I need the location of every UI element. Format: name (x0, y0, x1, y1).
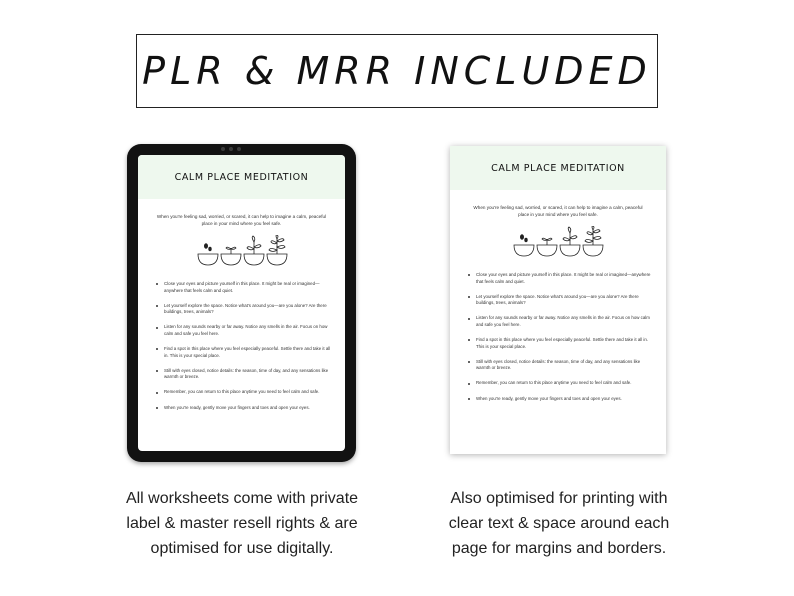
printed-worksheet-page (450, 146, 666, 454)
tablet-sensor-dot (221, 147, 225, 151)
headline-text: PLR & MRR INCLUDED (142, 49, 652, 93)
tablet-camera-icon (229, 147, 233, 151)
worksheet-title: CALM PLACE MEDITATION (174, 171, 309, 183)
list-item: Let yourself explore the space. Notice what's around you—are you alone? Are there buildings, trees, animals? (468, 294, 652, 307)
worksheet-header (138, 155, 345, 199)
list-item: When you're ready, gently move your fingers and toes and open your eyes. (156, 405, 331, 412)
list-item: Let yourself explore the space. Notice what's around you—are you alone? Are there buildings, trees, animals? (156, 303, 331, 316)
list-item: Find a spot in this place where you feel especially peaceful. Settle there and take it all in. This is your special place. (156, 346, 331, 359)
worksheet-steps-list (450, 272, 666, 402)
caption-line: All worksheets come with private (125, 490, 359, 507)
caption-digital (102, 486, 382, 561)
list-item: Listen for any sounds nearby or far away. Notice any smells in the air. Focus on how calm and safe you feel here. (468, 315, 652, 328)
growing-plants-in-pots-icon (512, 226, 604, 258)
caption-line: Also optimised for printing with (450, 490, 668, 507)
list-item: Remember, you can return to this place anytime you need to feel calm and safe. (468, 380, 652, 387)
caption-line: optimised for use digitally. (150, 540, 334, 557)
list-item: When you're ready, gently move your fingers and toes and open your eyes. (468, 396, 652, 403)
worksheet-steps-list (138, 281, 345, 411)
list-item: Close your eyes and picture yourself in this place. It might be real or imagined—anywhere that feels calm and quiet. (468, 272, 652, 285)
list-item: Find a spot in this place where you feel especially peaceful. Settle there and take it all in. This is your special place. (468, 337, 652, 350)
list-item: Close your eyes and picture yourself in this place. It might be real or imagined—anywhere that feels calm and quiet. (156, 281, 331, 294)
headline-banner (136, 34, 658, 108)
growing-plants-in-pots-icon (196, 235, 288, 267)
worksheet-intro: When you're feeling sad, worried, or scared, it can help to imagine a calm, peaceful place in your mind where you feel safe. (156, 214, 327, 226)
caption-print (419, 486, 699, 561)
caption-line: page for margins and borders. (451, 540, 667, 557)
tablet-screen-worksheet (138, 155, 345, 451)
caption-line: label & master resell rights & are (126, 515, 358, 532)
list-item: Listen for any sounds nearby or far away. Notice any smells in the air. Focus on how calm and safe you feel here. (156, 324, 331, 337)
list-item: Still with eyes closed, notice details: the season, time of day, and any sensations like warmth or breeze. (156, 368, 331, 381)
worksheet-title: CALM PLACE MEDITATION (491, 162, 625, 174)
list-item: Still with eyes closed, notice details: the season, time of day, and any sensations like warmth or breeze. (468, 359, 652, 372)
tablet-mockup (127, 144, 356, 462)
caption-line: clear text & space around each (448, 515, 670, 532)
tablet-sensor-dot (237, 147, 241, 151)
worksheet-intro: When you're feeling sad, worried, or scared, it can help to imagine a calm, peaceful place in your mind where you feel safe. (473, 205, 643, 217)
worksheet-header (450, 146, 666, 190)
list-item: Remember, you can return to this place anytime you need to feel calm and safe. (156, 389, 331, 396)
